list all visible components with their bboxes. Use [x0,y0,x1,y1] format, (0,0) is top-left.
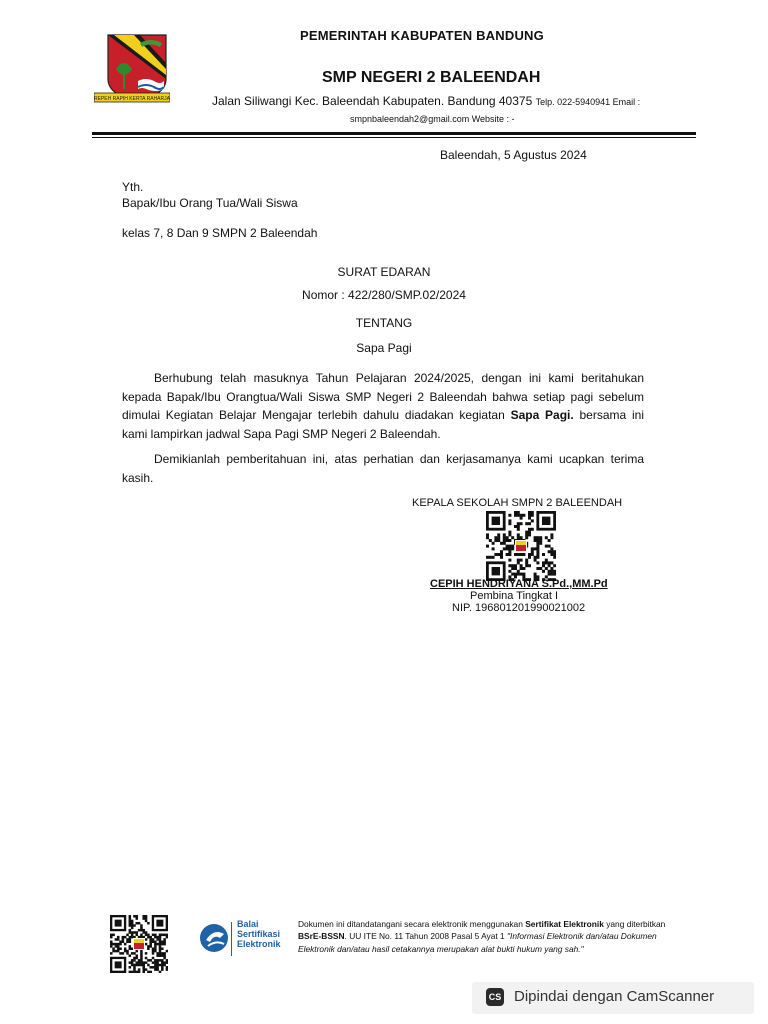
body-paragraph-1 [122,369,644,443]
footer-text-1: Dokumen ini ditandatangani secara elektronik menggunakan [298,919,526,929]
recipient-salutation: Yth. [122,180,144,194]
body-paragraph-2: Demikianlah pemberitahuan ini, atas perhatian dan kerjasamanya kami ucapkan terima kasih. [122,452,644,485]
bsre-logo-text [237,919,281,949]
signature-qr-code [486,511,556,581]
footer-text-3: . UU ITE No. 11 Tahun 2008 Pasal 5 Ayat 1 [344,931,508,942]
letterhead-thin-rule [92,137,696,138]
signature-rank: Pembina Tingkat I [470,590,559,602]
bsre-line-2: Sertifikasi [237,929,281,939]
footer-bold-2: BSrE-BSSN [298,931,345,942]
logo-ribbon-text: REPEH RAPIH KERTA RAHARJA [94,96,170,102]
footer-bold-1: Sertifikat Elektronik [525,919,604,929]
phone-text: Telp. 022-5940941 Email : [535,97,641,107]
paragraph-1-text-end: bersama ini kami lampirkan jadwal Sapa Pagi SMP Negeri 2 Baleendah. [122,408,644,441]
footer-italic: "Informasi Elektronik dan/atau Dokumen Elektronik dan/atau hasil cetakannya merupakan alat bukti hukum yang sah." [298,931,657,954]
letterhead-thick-rule [92,132,696,135]
signature-name: CEPIH HENDRIYANA S.Pd.,MM.Pd [430,578,608,590]
letter-number: Nomor : 422/280/SMP.02/2024 [302,288,466,302]
paragraph-1-text: Berhubung telah masuknya Tahun Pelajaran 2024/2025, dengan ini kami beritahukan kepada Bapak/Ibu Orangtua/Wali Siswa SMP Negeri 2 Baleendah bahwa setiap pagi sebelum dimulai Kegiatan Belajar Mengajar terlebih dahulu diadakan kegiatan [122,371,644,422]
camscanner-text: Dipindai dengan CamScanner [514,988,715,1005]
signature-title: KEPALA SEKOLAH SMPN 2 BALEENDAH [412,497,623,509]
bsre-line-3: Elektronik [237,939,281,949]
footer-disclaimer [298,918,678,955]
camscanner-icon: CS [486,988,504,1006]
bsre-line-1: Balai [237,919,259,929]
footer-qr-code [110,915,168,973]
letter-type: SURAT EDARAN [337,265,431,279]
recipient-name: Bapak/Ibu Orang Tua/Wali Siswa [122,196,298,210]
footer-text-2: yang diterbitkan [603,919,666,929]
school-name: SMP NEGERI 2 BALEENDAH [322,69,541,86]
letter-about-label: TENTANG [355,316,413,330]
paragraph-1-bold: Sapa Pagi. [510,408,574,422]
letter-about: Sapa Pagi [356,341,412,355]
letter-date: Baleendah, 5 Agustus 2024 [440,148,587,162]
school-email-website: smpnbaleendah2@gmail.com Website : - [350,114,515,124]
kabupaten-bandung-logo [94,33,170,107]
address-text: Jalan Siliwangi Kec. Baleendah Kabupaten. Bandung 40375 [212,94,533,108]
recipient-class: kelas 7, 8 Dan 9 SMPN 2 Baleendah [122,226,318,240]
school-address [212,94,640,108]
signature-nip: NIP. 196801201990021002 [452,602,586,614]
government-name: PEMERINTAH KABUPATEN BANDUNG [300,28,544,43]
